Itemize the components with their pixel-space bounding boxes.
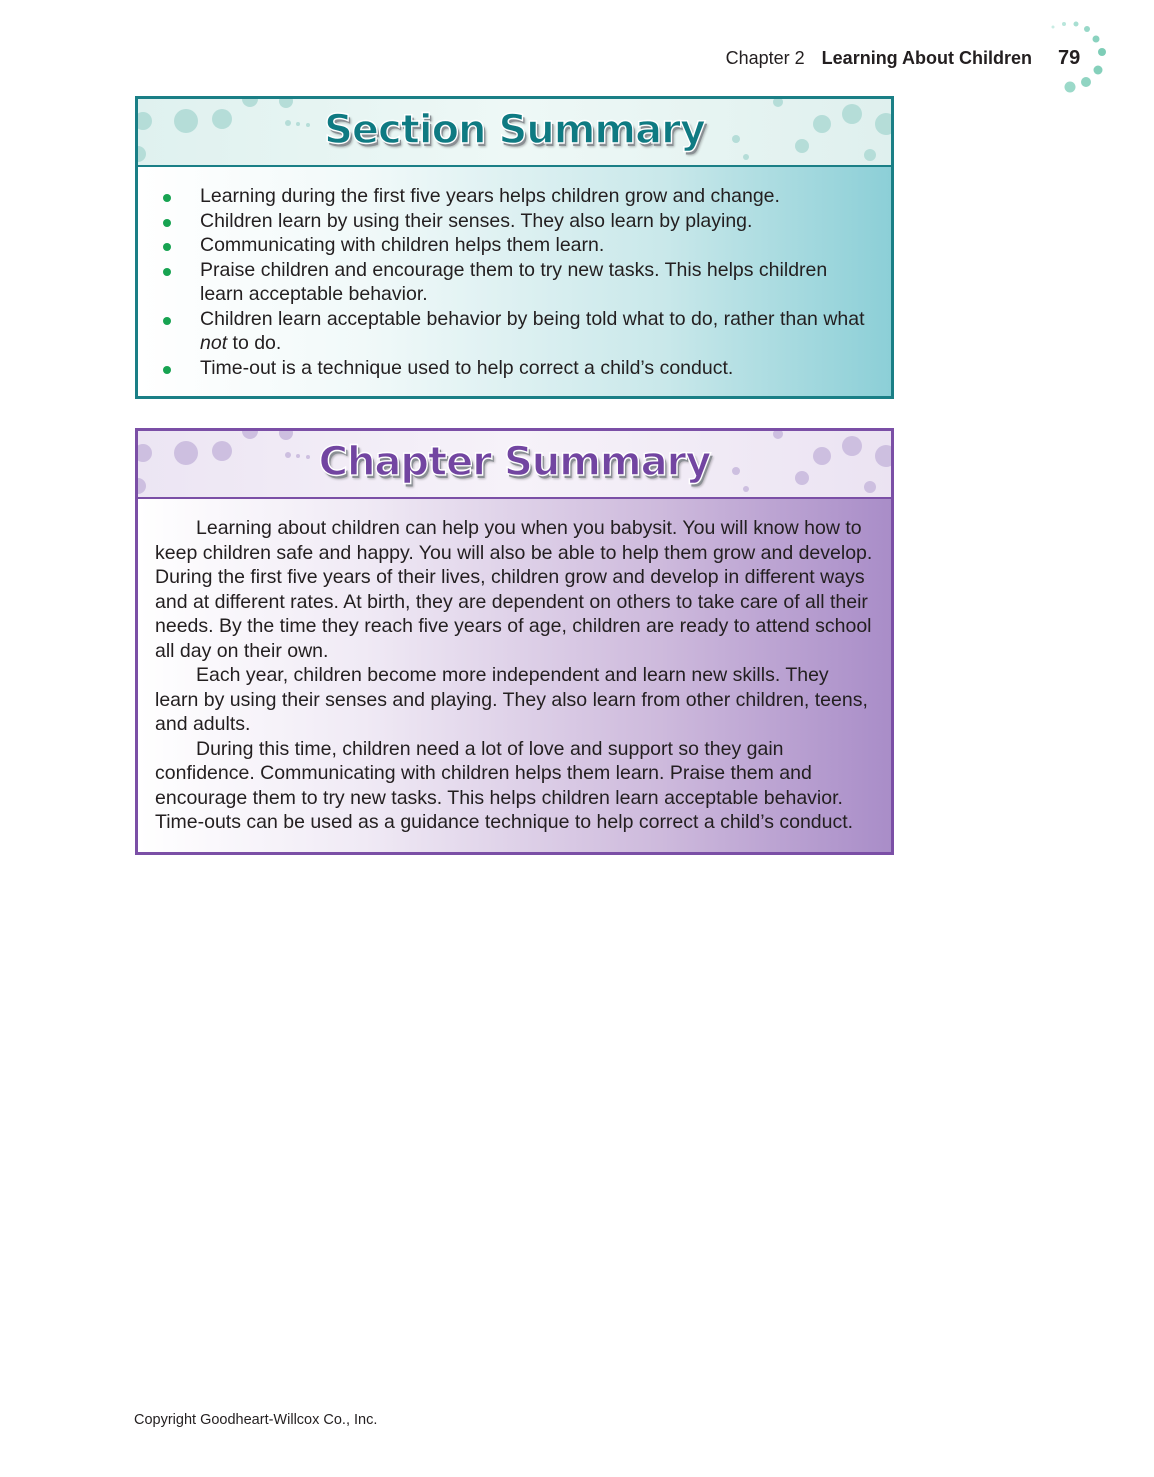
copyright-notice: Copyright Goodheart-Willcox Co., Inc. — [134, 1412, 378, 1428]
chapter-title: Learning About Children — [821, 48, 1032, 68]
list-item: Time-out is a technique used to help correct a child’s conduct. — [157, 356, 865, 381]
chapter-number: Chapter 2 — [725, 48, 805, 68]
emphasis-text: not — [200, 332, 228, 354]
section-summary-body — [138, 167, 891, 396]
bullet-icon — [163, 268, 171, 276]
list-item: Learning during the first five years helps children grow and change. — [157, 184, 865, 209]
chapter-summary-title: Chapter Summary — [318, 439, 711, 485]
list-item: Praise children and encourage them to try new tasks. This helps children learn acceptable behavior. — [157, 258, 865, 307]
dot-arc-decoration-icon — [1048, 18, 1112, 96]
running-head — [726, 48, 1032, 69]
bullet-icon — [163, 194, 171, 202]
chapter-summary-header — [138, 431, 891, 499]
page-number: 79 — [1058, 47, 1081, 69]
paragraph: During this time, children need a lot of love and support so they gain confidence. Communicating with children helps them learn. Praise them and encourage them to try new tasks. This helps children learn acceptable behavior. Time-outs can be used as a guidance technique to help correct a child’s conduct. — [155, 737, 854, 833]
paragraph: Each year, children become more independent and learn new skills. They learn by using their senses and playing. They also learn from other children, teens, and adults. — [155, 664, 868, 735]
section-summary-list — [157, 184, 865, 380]
bullet-icon — [163, 317, 171, 325]
bullet-icon — [163, 243, 171, 251]
bullet-icon — [163, 366, 171, 374]
list-item: Children learn by using their senses. They also learn by playing. — [157, 209, 865, 234]
list-item: Children learn acceptable behavior by being told what to do, rather than what not to do. — [157, 307, 865, 356]
paragraph: Learning about children can help you when you babysit. You will know how to keep children safe and happy. You will also be able to help them grow and develop. During the first five years of their lives, children grow and develop in different ways and at different rates. At birth, they are dependent on others to take care of all their needs. By the time they reach five years of age, children are ready to attend school all day on their own. — [155, 517, 873, 662]
bullet-icon — [163, 219, 171, 227]
section-summary-box — [135, 96, 894, 399]
chapter-summary-box — [135, 428, 894, 855]
chapter-summary-body — [138, 499, 891, 852]
section-summary-header — [138, 99, 891, 167]
list-item: Communicating with children helps them learn. — [157, 233, 865, 258]
section-summary-title: Section Summary — [324, 107, 705, 153]
